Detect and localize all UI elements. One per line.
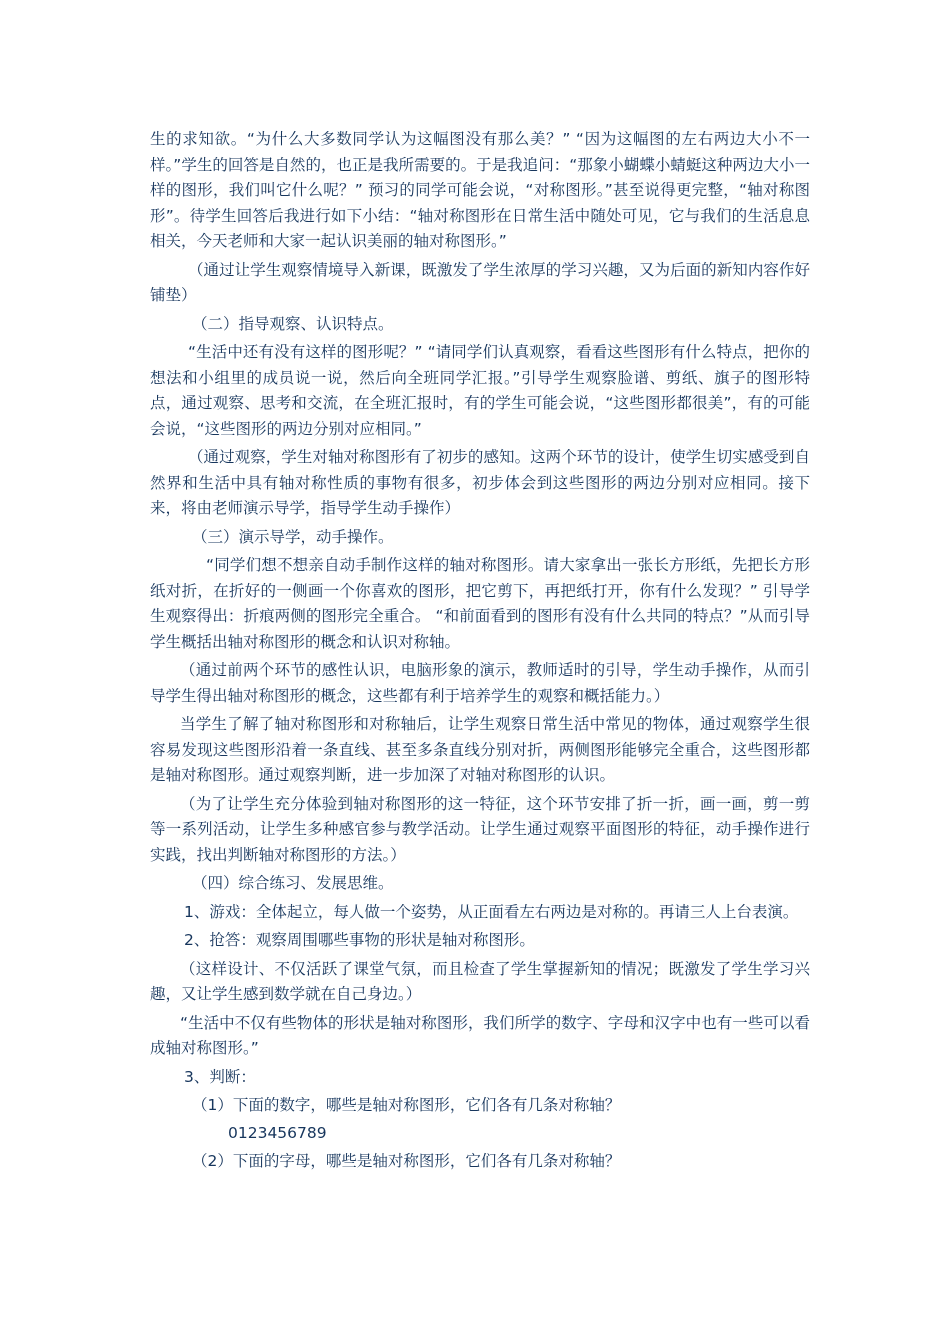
document-body (150, 127, 810, 1177)
section-heading-4: （四）综合练习、发展思维。 (192, 874, 394, 892)
exercise-judge: 3、判断： (184, 1067, 256, 1086)
paragraph-operate-dialogue: “同学们想不想亲自动手制作这样的轴对称图形。请大家拿出一张长方形纸，先把长方形纸对折，在折好的一侧画一个你喜欢的图形，把它剪下，再把纸打开，你有什么发现？” 引导学生观察得出：折痕两侧的图形完全重合。 “和前面看到的图形有没有什么共同的特点？”从而引导学生概括出轴对称图形的概念和认识对称轴。 (150, 556, 810, 651)
paragraph-observe-dialogue: “生活中还有没有这样的图形呢？” “请同学们认真观察，看看这些图形有什么特点，把你的想法和小组里的成员说一说，然后向全班同学汇报。”引导学生观察脸谱、剪纸、旗子的图形特点，通过观察、思考和交流，在全班汇报时，有的学生可能会说，“这些图形都很美”，有的可能会说，“这些图形的两边分别对应相同。” (150, 343, 810, 438)
paragraph-note-exercises: （这样设计、不仅活跃了课堂气氛，而且检查了学生掌握新知的情况；既激发了学生学习兴趣，又让学生感到数学就在自己身边。） (150, 959, 810, 1003)
question-digits: （1）下面的数字，哪些是轴对称图形，它们各有几条对称轴？ (192, 1096, 621, 1114)
question-letters: （2）下面的字母，哪些是轴对称图形，它们各有几条对称轴？ (192, 1152, 621, 1170)
section-heading-2: （二）指导观察、认识特点。 (192, 314, 394, 333)
paragraph-note-activities: （为了让学生充分体验到轴对称图形的这一特征，这个环节安排了折一折，画一画，剪一剪等一系列活动，让学生多种感官参与教学活动。让学生通过观察平面图形的特征，动手操作进行实践，找出判断轴对称图形的方法。） (150, 794, 810, 864)
paragraph-intro-dialogue: 生的求知欲。“为什么大多数同学认为这幅图没有那么美？” “因为这幅图的左右两边大小不一样。”学生的回答是自然的，也正是我所需要的。于是我追问：“那象小蝴蝶小蜻蜓这种两边大小一样的图形，我们叫它什么呢？” 预习的同学可能会说，“对称图形。”甚至说得更完整，“轴对称图形”。待学生回答后我进行如下小结：“轴对称图形在日常生活中随处可见，它与我们的生活息息相关，今天老师和大家一起认识美丽的轴对称图形。” (150, 130, 810, 250)
paragraph-axis-understanding: 当学生了解了轴对称图形和对称轴后，让学生观察日常生活中常见的物体，通过观察学生很容易发现这些图形沿着一条直线、甚至多条直线分别对折，两侧图形能够完全重合，这些图形都是轴对称图形。通过观察判断，进一步加深了对轴对称图形的认识。 (150, 715, 810, 784)
paragraph-note-intro: （通过让学生观察情境导入新课，既激发了学生浓厚的学习兴趣，又为后面的新知内容作好铺垫） (150, 260, 810, 304)
paragraph-note-operate: （通过前两个环节的感性认识，电脑形象的演示，教师适时的引导，学生动手操作，从而引导学生得出轴对称图形的概念，这些都有利于培养学生的观察和概括能力。） (150, 661, 810, 705)
section-heading-3: （三）演示导学，动手操作。 (192, 527, 394, 546)
paragraph-digits-letters: “生活中不仅有些物体的形状是轴对称图形，我们所学的数字、字母和汉字中也有一些可以看成轴对称图形。” (150, 1013, 810, 1057)
digits-row: 0123456789 (228, 1123, 327, 1142)
exercise-quick-answer: 2、抢答：观察周围哪些事物的形状是轴对称图形。 (184, 931, 535, 949)
paragraph-note-observe: （通过观察，学生对轴对称图形有了初步的感知。这两个环节的设计，使学生切实感受到自然界和生活中具有轴对称性质的事物有很多，初步体会到这些图形的两边分别对应相同。接下来，将由老师演示导学，指导学生动手操作） (150, 448, 810, 517)
exercise-game: 1、游戏：全体起立，每人做一个姿势，从正面看左右两边是对称的。再请三人上台表演。 (184, 902, 799, 921)
